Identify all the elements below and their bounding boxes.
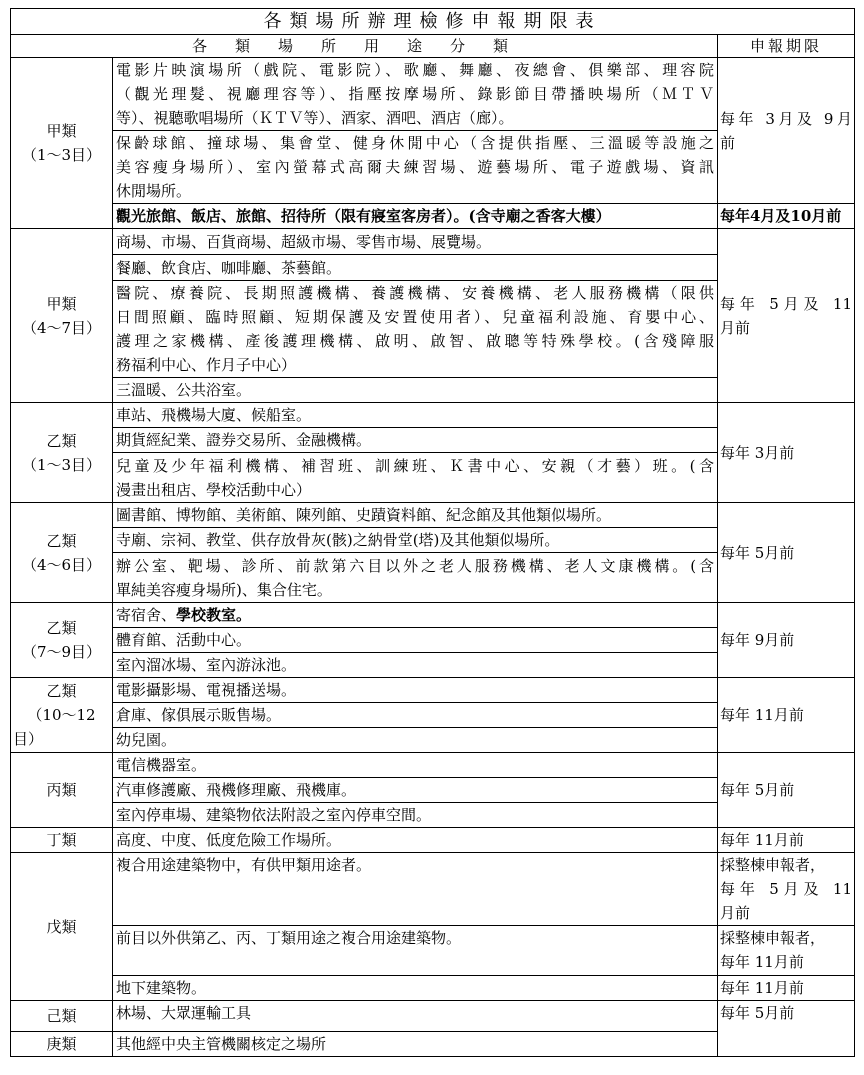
category-cell: 己類 — [11, 1001, 113, 1032]
category-cell: 丁類 — [11, 828, 113, 853]
category-cell: 甲類 （4～7目） — [11, 229, 113, 403]
usage-cell: 商場、市場、百貨商場、超級市場、零售市場、展覽場。 — [113, 229, 718, 255]
deadline-cell: 每年 5月及 11 月前 — [718, 229, 855, 403]
usage-cell: 室內溜冰場、室內游泳池。 — [113, 653, 718, 678]
deadline-cell: 每年 3月前 — [718, 403, 855, 503]
usage-cell: 室內停車場、建築物依法附設之室內停車空間。 — [113, 803, 718, 828]
deadline-cell: 每年 9月前 — [718, 603, 855, 678]
usage-cell: 電信機器室。 — [113, 753, 718, 778]
usage-cell: 幼兒園。 — [113, 728, 718, 753]
usage-cell: 體育館、活動中心。 — [113, 628, 718, 653]
usage-cell: 寺廟、宗祠、教堂、供存放骨灰(骸)之納骨堂(塔)及其他類似場所。 — [113, 528, 718, 553]
category-cell: 甲類 （1～3目） — [11, 58, 113, 229]
usage-cell: 林場、大眾運輸工具 — [113, 1001, 718, 1032]
usage-cell: 電影片映演場所（戲院、電影院）、歌廳、舞廳、夜總會、俱樂部、理容院 （觀光理髮、視廳理容等）、指壓按摩場所、錄影節目帶播映場所（ＭＴＶ 等）、視聽歌唱場所（ＫＴＶ等）、酒家、酒吧、酒店（廊）。 — [113, 58, 718, 131]
deadline-cell: 採整棟申報者， 每年 5月及 11 月前 — [718, 853, 855, 926]
usage-cell: 餐廳、飲食店、咖啡廳、茶藝館。 — [113, 255, 718, 281]
usage-cell: 辦公室、靶場、診所、前款第六目以外之老人服務機構、老人文康機構。(含 單純美容瘦身場所)、集合住宅。 — [113, 553, 718, 603]
usage-cell: 倉庫、傢俱展示販售場。 — [113, 703, 718, 728]
category-cell: 乙類 （1～3目） — [11, 403, 113, 503]
usage-cell: 寄宿舍、學校教室。 — [113, 603, 718, 628]
deadline-cell: 每年 11月前 — [718, 976, 855, 1001]
deadline-cell: 每年4月及10月前 — [718, 204, 855, 229]
usage-cell: 車站、飛機場大廈、候船室。 — [113, 403, 718, 428]
deadline-cell: 每年 5月前 — [718, 753, 855, 828]
category-cell: 乙類 （7～9目） — [11, 603, 113, 678]
usage-cell: 圖書館、博物館、美術館、陳列館、史蹟資料館、紀念館及其他類似場所。 — [113, 503, 718, 528]
inspection-deadline-table — [10, 8, 855, 1057]
deadline-cell: 每年 5月前 — [718, 1001, 855, 1057]
usage-cell: 汽車修護廠、飛機修理廠、飛機庫。 — [113, 778, 718, 803]
usage-cell: 期貨經紀業、證券交易所、金融機構。 — [113, 428, 718, 453]
category-cell: 乙類 （4～6目） — [11, 503, 113, 603]
usage-cell: 保齡球館、撞球場、集會堂、健身休閒中心（含提供指壓、三溫暖等設施之 美容瘦身場所）、室內螢幕式高爾夫練習場、遊藝場所、電子遊戲場、資訊 休閒場所。 — [113, 131, 718, 204]
category-cell: 丙類 — [11, 753, 113, 828]
category-cell: 庚類 — [11, 1032, 113, 1057]
usage-cell: 兒童及少年福利機構、補習班、訓練班、Ｋ書中心、安親（才藝）班。(含 漫畫出租店、學校活動中心） — [113, 453, 718, 503]
usage-cell: 三溫暖、公共浴室。 — [113, 378, 718, 403]
deadline-cell: 每年 11月前 — [718, 678, 855, 753]
usage-cell: 前目以外供第乙、丙、丁類用途之複合用途建築物。 — [113, 926, 718, 976]
deadline-cell: 每年 11月前 — [718, 828, 855, 853]
usage-cell: 高度、中度、低度危險工作場所。 — [113, 828, 718, 853]
category-cell: 戊類 — [11, 853, 113, 1001]
deadline-cell: 採整棟申報者， 每年 11月前 — [718, 926, 855, 976]
deadline-cell: 每年 5月前 — [718, 503, 855, 603]
table-title: 各類場所辦理檢修申報期限表 — [11, 9, 855, 35]
usage-cell: 觀光旅館、飯店、旅館、招待所（限有寢室客房者）。(含寺廟之香客大樓） — [113, 204, 718, 229]
usage-cell: 地下建築物。 — [113, 976, 718, 1001]
usage-cell: 其他經中央主管機關核定之場所 — [113, 1032, 718, 1057]
header-usage: 各類場所用途分類 — [11, 35, 718, 58]
usage-cell: 複合用途建築物中，有供甲類用途者。 — [113, 853, 718, 926]
usage-cell: 電影攝影場、電視播送場。 — [113, 678, 718, 703]
header-deadline: 申報期限 — [718, 35, 855, 58]
deadline-cell: 每年 3月及 9月 前 — [718, 58, 855, 204]
category-cell: 乙類 （10～12 目） — [11, 678, 113, 753]
usage-cell: 醫院、療養院、長期照護機構、養護機構、安養機構、老人服務機構（限供 日間照顧、臨時照顧、短期保護及安置使用者）、兒童福利設施、育嬰中心、 護理之家機構、產後護理機構、啟明、啟智、啟聰等特殊學校。(含殘障服 務福利中心、作月子中心） — [113, 281, 718, 378]
